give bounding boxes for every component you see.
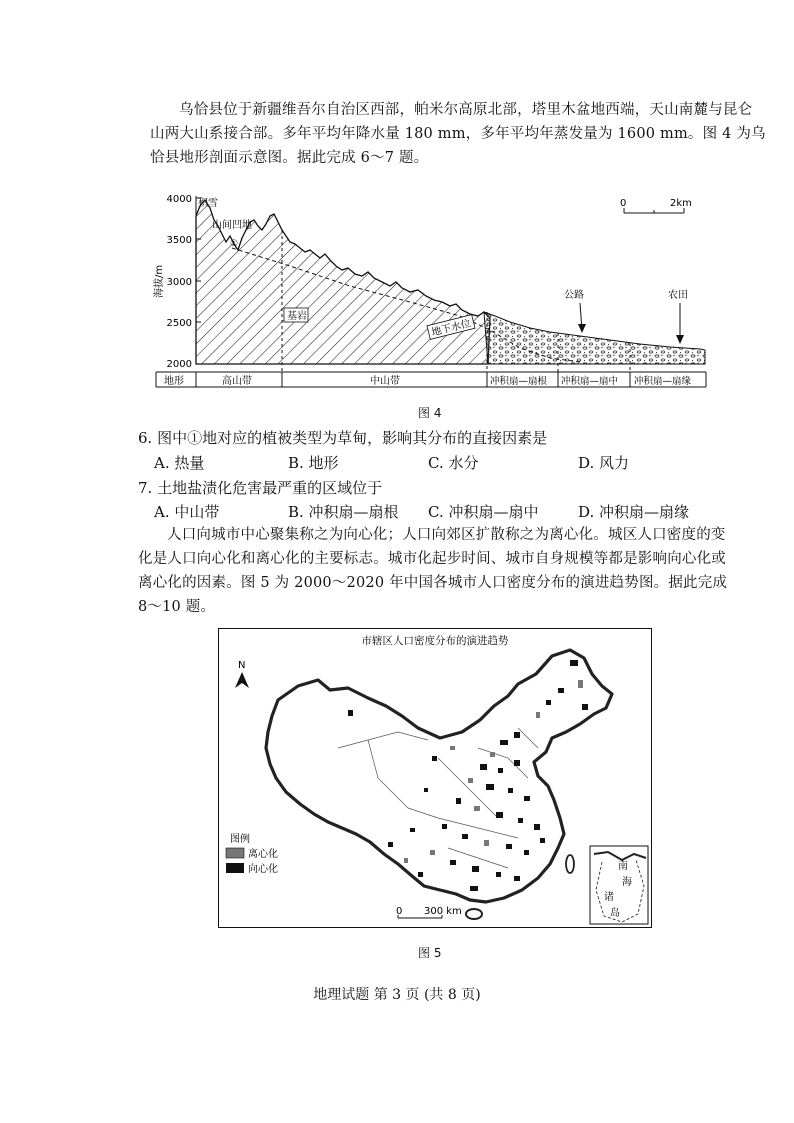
intro2-line-1: 人口向城市中心聚集称之为向心化；人口向郊区扩散称之为离心化。城区人口密度的变 [167,527,726,543]
taiwan-island [566,855,574,873]
q7-option-c: C. 冲积扇—扇中 [428,503,539,521]
y-tick-label: 4000 [166,194,192,205]
zone-fan-middle: 冲积扇—扇中 [561,376,619,387]
zone-fan-edge: 冲积扇—扇缘 [634,376,692,387]
intro1-line-3: 恰县地形剖面示意图。据此完成 6～7 题。 [150,150,429,166]
q7-option-d: D. 冲积扇—扇缘 [578,503,690,521]
legend-swatch-centralization [226,863,244,873]
intro-paragraph-1 [150,98,766,170]
scale-zero: 0 [620,198,627,209]
intro2-line-3: 离心化的因素。图 5 为 2000～2020 年中国各城市人口密度分布的演进趋势图。据此完成 [138,575,728,591]
map-scale-distance: 300 km [424,906,462,917]
legend-label-decentralization: 离心化 [248,849,278,860]
question-6-stem: 6. 图中①地对应的植被类型为草甸，影响其分布的直接因素是 [138,429,548,447]
map-scale-zero: 0 [396,906,403,917]
y-tick-label: 3500 [166,235,192,246]
zone-midmountain: 中山带 [370,376,400,387]
figure-5-caption: 图 5 [418,946,442,960]
marker-1-label: ① [230,239,239,249]
scale-distance: 2km [670,198,692,209]
q6-option-b: B. 地形 [288,454,339,472]
bedrock-label: 基岩 [287,311,307,322]
inset-char-2: 海 [622,877,632,888]
inset-char-3: 诸 [604,892,614,903]
q6-option-c: C. 水分 [428,454,479,472]
legend-label-centralization: 向心化 [248,864,278,875]
figure-5-map [218,628,652,928]
groundwater-label: 地下水位 [430,318,473,339]
q7-option-a: A. 中山带 [154,503,220,521]
figure-4-caption: 图 4 [418,406,442,420]
snow-label: 积雪 [198,198,218,209]
inset-char-1: 南 [618,861,628,872]
map-title: 市辖区人口密度分布的演进趋势 [361,635,509,647]
question-7-stem: 7. 土地盐渍化危害最严重的区域位于 [138,479,383,497]
page-footer: 地理试题 第 3 页 (共 8 页) [313,987,481,1003]
y-axis-label: 海拔/m [154,264,165,298]
inset-char-4: 岛 [610,908,620,919]
hainan-island [466,909,482,919]
intro-paragraph-2 [138,523,728,619]
q6-option-a: A. 热量 [154,454,205,472]
road-label: 公路 [564,290,584,301]
y-tick-label: 2000 [166,359,192,370]
south-china-sea-inset [590,846,648,924]
q7-option-b: B. 冲积扇—扇根 [288,503,399,521]
legend-title: 图例 [230,834,250,845]
figure-4-terrain-profile [150,186,710,390]
alluvial-fan [484,312,705,364]
zone-fan-root: 冲积扇—扇根 [490,376,548,387]
intro2-line-4: 8～10 题。 [138,599,216,615]
zone-alpine: 高山带 [222,376,252,387]
terrain-row-header: 地形 [164,376,184,387]
y-tick-label: 2500 [166,318,192,329]
farmland-label: 农田 [668,290,688,301]
y-tick-label: 3000 [166,277,192,288]
north-label: N [238,660,246,671]
intro2-line-2: 化是人口向心化和离心化的主要标志。城市化起步时间、城市自身规模等都是影响向心化或 [138,551,726,567]
legend-swatch-decentralization [226,848,244,858]
intro1-line-1: 乌恰县位于新疆维吾尔自治区西部，帕米尔高原北部，塔里木盆地西端，天山南麓与昆仑 [179,102,753,118]
basin-label: 山间凹地 [212,220,252,231]
intro1-line-2: 山两大山系接合部。多年平均年降水量 180 mm，多年平均年蒸发量为 1600 mm。图 4 为乌 [150,126,766,142]
q6-option-d: D. 风力 [578,454,630,472]
